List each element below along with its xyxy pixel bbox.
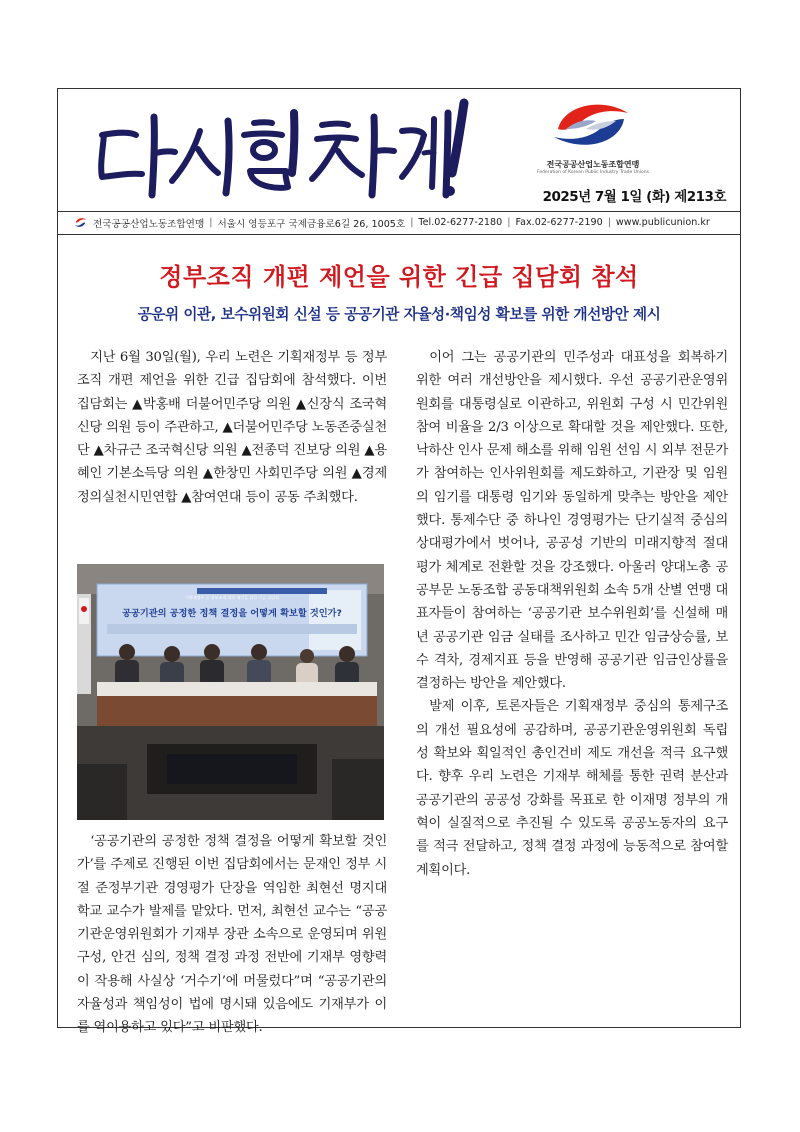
contact-org: 전국공공산업노동조합연맹: [93, 218, 205, 230]
contact-separator: |: [410, 217, 414, 228]
meeting-photo-illustration: [77, 564, 384, 820]
contact-separator: |: [607, 217, 611, 228]
left-column-bottom: [77, 830, 387, 1040]
article-paragraph: ‘공공기관의 공정한 정책 결정을 어떻게 확보할 것인가’를 주제로 진행된 이번 집담회에서는 문재인 정부 시절 준정부기관 경영평가 단장을 역임한 최현선 명지대학교 교수가 발제를 맡았다. 먼저, 최현선 교수는 “공공기관운영위원회가 기재부 장관 소속으로 운영되며 위원 구성, 안건 심의, 정책 결정 과정 전반에 기재부 영향력이 작용해 사실상 ‘거수기’에 머물렀다”며 “공공기관의 자율성과 책임성이 법에 명시돼 있음에도 기재부가 이를 역이용하고 있다”고 비판했다.: [77, 834, 387, 1036]
article-headline: 정부조직 개편 제언을 위한 긴급 집담회 참석: [159, 262, 639, 291]
masthead-title-calligraphy: [72, 95, 472, 205]
contact-separator: |: [507, 217, 511, 228]
banner-caption: 기획재정부 등 정부조직 개편 제언을 위한 긴급 집담회: [185, 595, 279, 600]
contact-address: 서울시 영등포구 국제금융로6길 26, 1005호: [217, 218, 406, 230]
contact-separator: |: [209, 217, 213, 228]
issue-date: 2025년 7월 1일 (화) 제213호: [542, 189, 726, 205]
contact-fax: Fax.02-6277-2190: [515, 217, 603, 228]
union-logo-icon: [546, 99, 636, 151]
union-english-name: Federation of Korean Public Industry Trade Unions: [537, 170, 649, 175]
meeting-photo: [77, 564, 384, 820]
contact-bar: [58, 211, 740, 235]
contact-tel: Tel.02-6277-2180: [418, 217, 503, 228]
article-paragraph: 발제 이후, 토론자들은 기획재정부 중심의 통제구조의 개선 필요성에 공감하며, 공공기관운영위원회 독립성 확보와 획일적인 총인건비 제도 개선을 적극 요구했다. 향후 우리 노련은 기재부 해체를 통한 권력 분산과 공공기관의 공공성 강화를 목표로 한 이재명 정부의 개혁이 실질적으로 추진될 수 있도록 공공노동자의 요구를 적극 전달하고, 정책 결정 과정에 능동적으로 참여할 계획이다.: [416, 699, 728, 878]
banner-title: 공공기관의 공정한 정책 결정을 어떻게 확보할 것인가?: [122, 608, 342, 619]
article-paragraph: 지난 6월 30일(월), 우리 노련은 기획재정부 등 정부조직 개편 제언을 위한 긴급 집담회에 참석했다. 이번 집담회는 ▲박홍배 더불어민주당 의원 ▲신장식 조국혁신당 의원 등이 주관하고, ▲더불어민주당 노동존중실천단 ▲차규근 조국혁신당 의원 ▲전종덕 진보당 의원 ▲용혜인 기본소득당 의원 ▲한창민 사회민주당 의원 ▲경제정의실천시민연합 ▲참여연대 등이 공동 주최했다.: [77, 350, 387, 505]
contact-website[interactable]: www.publicunion.kr: [615, 217, 710, 228]
newsletter-frame: [57, 88, 741, 1036]
right-column: [416, 346, 728, 882]
article-subhead: 공운위 이관, 보수위원회 신설 등 공공기관 자율성·책임성 확보를 위한 개선방안 제시: [137, 306, 661, 323]
union-name-label: 전국공공산업노동조합연맹: [546, 160, 640, 169]
union-mini-logo-icon: [74, 216, 87, 229]
article-paragraph: 이어 그는 공공기관의 민주성과 대표성을 회복하기 위한 여러 개선방안을 제시했다. 우선 공공기관운영위원회를 대통령실로 이관하고, 위원회 구성 시 민간위원 참여 비율을 2/3 이상으로 확대할 것을 제안했다. 또한, 낙하산 인사 문제 해소를 위해 임원 선임 시 외부 전문가가 참여하는 인사위원회를 제도화하고, 기관장 및 임원의 임기를 대통령 임기와 동일하게 맞추는 방안을 제안했다. 통제수단 중 하나인 경영평가는 단기실적 중심의 상대평가에서 벗어나, 공공성 기반의 미래지향적 절대평가 체계로 전환할 것을 강조했다. 아울러 양대노총 공공부문 노동조합 공동대책위원회 소속 5개 산별 연맹 대표자들이 참여하는 ‘공공기관 보수위원회’를 신설해 매년 공공기관 임금 실태를 조사하고 민간 임금상승률, 보수 격차, 경제지표 등을 반영해 공공기관 임금인상률을 결정하는 방안을 제안했다.: [416, 350, 728, 692]
masthead: [58, 89, 740, 212]
left-column-top: [77, 346, 387, 509]
